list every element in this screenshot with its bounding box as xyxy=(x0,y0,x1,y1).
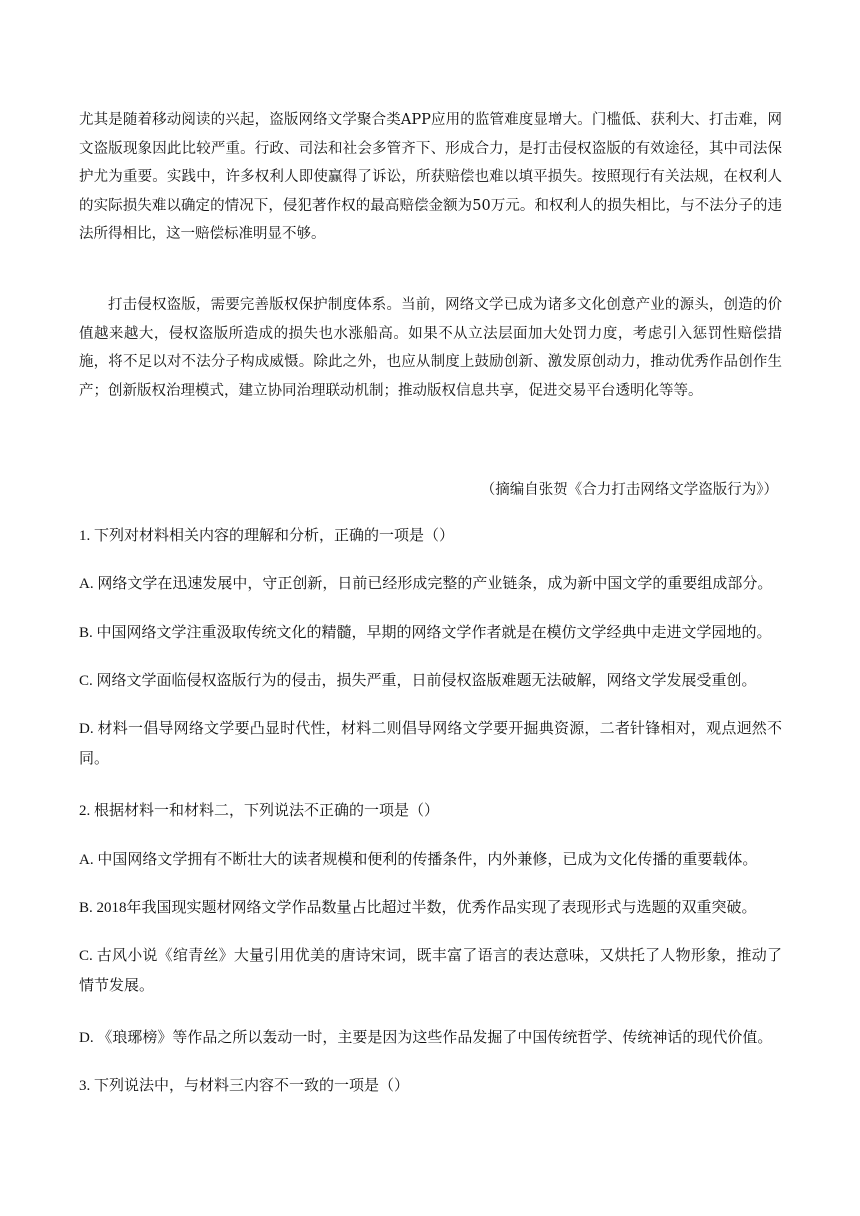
passage-paragraph-2: 打击侵权盗版，需要完善版权保护制度体系。当前，网络文学已成为诸多文化创意产业的源头，创造的价值越来越大，侵权盗版所造成的损失也水涨船高。如果不从立法层面加大处罚力度，考虑引入惩罚性赔偿措施，将不足以对不法分子构成威慑。除此之外，也应从制度上鼓励创新、激发原创动力，推动优秀作品创作生产；创新版权治理模式，建立协同治理联动机制；推动版权信息共享，促进交易平台透明化等等。 xyxy=(79,297,782,399)
question-1-option-d: D. 材料一倡导网络文学要凸显时代性，材料二则倡导网络文学要开掘典资源，二者针锋相对，观点迥然不同。 xyxy=(79,721,782,767)
passage-source-citation: （摘编自张贺《合力打击网络文学盗版行为》） xyxy=(480,482,778,498)
question-2-option-c: C. 古风小说《绾青丝》大量引用优美的唐诗宋词，既丰富了语言的表达意味，又烘托了人物形象，推动了情节发展。 xyxy=(79,948,782,994)
question-2-stem: 2. 根据材料一和材料二，下列说法不正确的一项是（） xyxy=(79,803,440,819)
question-3-stem: 3. 下列说法中，与材料三内容不一致的一项是（） xyxy=(79,1078,410,1094)
passage-paragraph-1: 尤其是随着移动阅读的兴起，盗版网络文学聚合类APP应用的监管难度显增大。门槛低、获利大、打击难，网文盗版现象因此比较严重。行政、司法和社会多管齐下、形成合力，是打击侵权盗版的有效途径，其中司法保护尤为重要。实践中，许多权利人即使赢得了诉讼，所获赔偿也难以填平损失。按照现行有关法规，在权利人的实际损失难以确定的情况下，侵犯著作权的最高赔偿金额为50万元。和权利人的损失相比，与不法分子的违法所得相比，这一赔偿标准明显不够。 xyxy=(79,112,782,242)
question-1-option-a: A. 网络文学在迅速发展中，守正创新，日前已经形成完整的产业链条，成为新中国文学的重要组成部分。 xyxy=(79,576,773,592)
question-1-option-c: C. 网络文学面临侵权盗版行为的侵击，损失严重，日前侵权盗版难题无法破解，网络文学发展受重创。 xyxy=(79,673,757,689)
question-2-option-a: A. 中国网络文学拥有不断壮大的读者规模和便利的传播条件，内外兼修，已成为文化传播的重要载体。 xyxy=(79,852,758,868)
question-1-option-b: B. 中国网络文学注重汲取传统文化的精髓，早期的网络文学作者就是在模仿文学经典中走进文学园地的。 xyxy=(79,625,772,641)
question-2-option-b: B. 2018年我国现实题材网络文学作品数量占比超过半数，优秀作品实现了表现形式与选题的双重突破。 xyxy=(79,900,757,916)
question-2-option-d: D. 《琅琊榜》等作品之所以轰动一时，主要是因为这些作品发掘了中国传统哲学、传统神话的现代价值。 xyxy=(79,1030,773,1046)
question-1-stem: 1. 下列对材料相关内容的理解和分析，正确的一项是（） xyxy=(79,528,455,544)
